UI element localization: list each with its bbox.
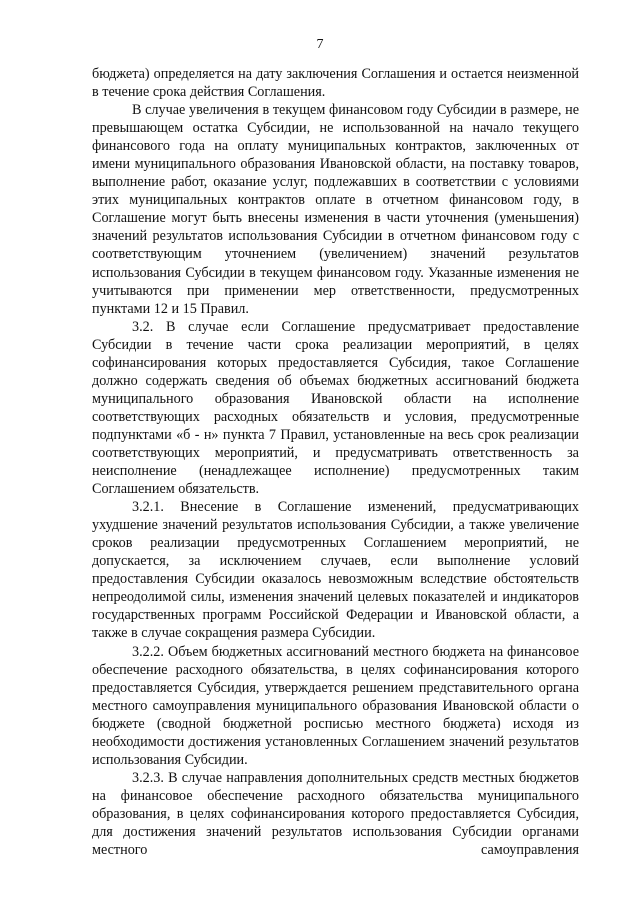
paragraph-3-2-3: 3.2.3. В случае направления дополнительных средств местных бюджетов на финансовое обеспечение расходного обязательства муниципального образования, в целях софинансирования которого предоставляется Субсидия, для достижения значений результатов использования Субсидии органами местного самоуправления xyxy=(92,769,579,859)
page-number: 7 xyxy=(316,37,324,52)
paragraph-subsidy-increase: В случае увеличения в текущем финансовом году Субсидии в размере, не превышающем остатка Субсидии, не использованной на начало текущего финансового года на оплату муниципальных контрактов, заключенных от имени муниципального образования Ивановской области, на поставку товаров, выполнение работ, оказание услуг, подлежавших в соответствии с условиями этих муниципальных контрактов оплате в отчетном финансовом году, в Соглашение могут быть внесены изменения в части уточнения (уменьшения) значений результатов использования Субсидии в отчетном финансовом году с соответствующим уточнением (увеличением) значений результатов использования Субсидии в текущем финансовом году. Указанные изменения не учитываются при применении мер ответственности, предусмотренных пунктами 12 и 15 Правил. xyxy=(92,102,579,317)
document-body xyxy=(92,65,579,859)
paragraph-continuation: бюджета) определяется на дату заключения Соглашения и остается неизменной в течение срока действия Соглашения. xyxy=(92,66,579,101)
paragraph-3-2-1: 3.2.1. Внесение в Соглашение изменений, предусматривающих ухудшение значений результатов использования Субсидии, а также увеличение сроков реализации предусмотренных Соглашением мероприятий, не допускается, за исключением случаев, если выполнение условий предоставления Субсидии оказалось невозможным вследствие обстоятельств непреодолимой силы, изменения значений целевых показателей и индикаторов государственных программ Российской Федерации и Ивановской области, а также в случае сокращения размера Субсидии. xyxy=(92,499,579,642)
paragraph-3-2-2: 3.2.2. Объем бюджетных ассигнований местного бюджета на финансовое обеспечение расходного обязательства, в целях софинансирования которого предоставляется Субсидия, утверждается решением представительного органа местного самоуправления муниципального образования Ивановской области о бюджете (сводной бюджетной росписью местного бюджета) исходя из необходимости достижения установленных Соглашением значений результатов использования Субсидии. xyxy=(92,643,579,768)
paragraph-3-2: 3.2. В случае если Соглашение предусматривает предоставление Субсидии в течение части срока реализации мероприятий, в целях софинансирования которых предоставляется Субсидия, такое Соглашение должно содержать сведения об объемах бюджетных ассигнований бюджета муниципального образования Ивановской области на исполнение соответствующих расходных обязательств и условия, предусмотренные подпунктами «б - н» пункта 7 Правил, установленные на весь срок реализации соответствующих мероприятий, и предусматривать ответственность за неисполнение (ненадлежащее исполнение) предусмотренных таким Соглашением обязательств. xyxy=(92,318,579,498)
